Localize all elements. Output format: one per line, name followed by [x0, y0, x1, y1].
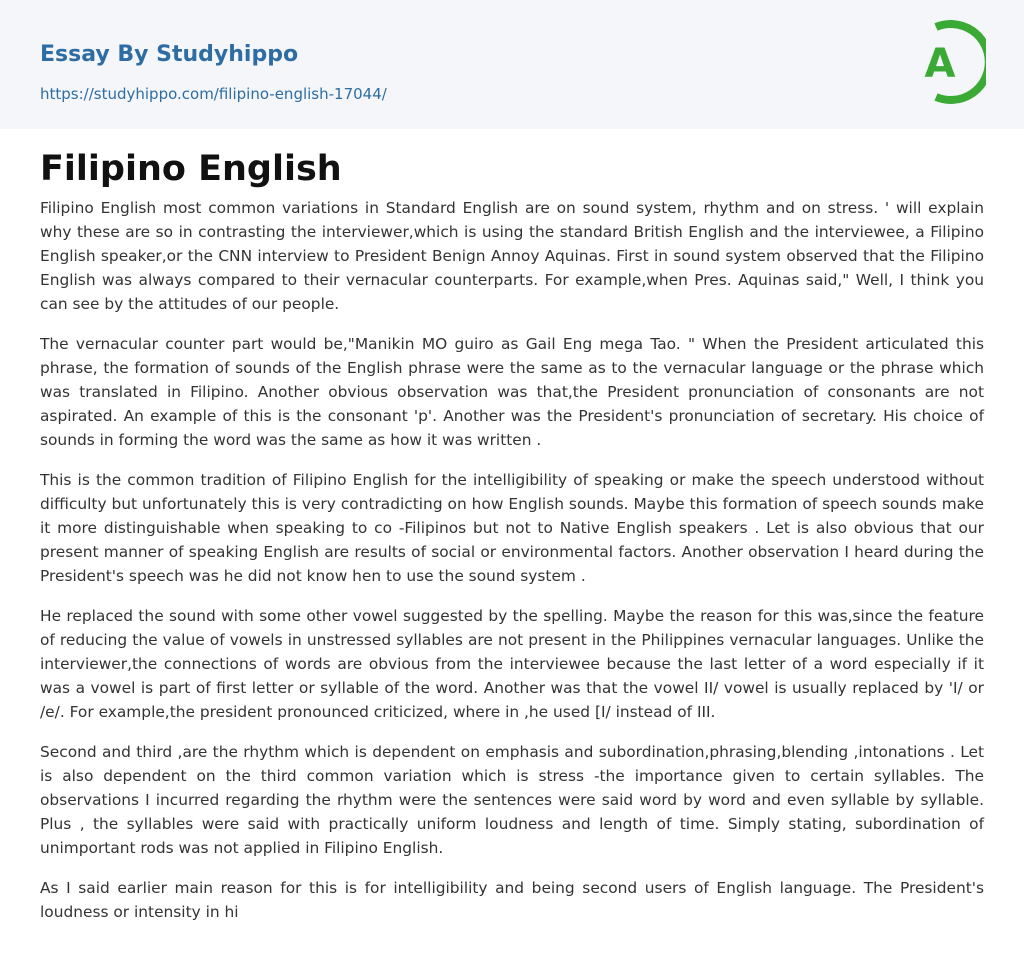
essay-paragraph: He replaced the sound with some other vowel suggested by the spelling. Maybe the reason for this was,since the feature of reducing the value of vowels in unstressed syllables are not present in the Philippines vernacular languages. Unlike the interviewer,the connections of words are obvious from the interviewee because the last letter of a word especially if it was a vowel is part of first letter or syllable of the word. Another was that the vowel II/ vowel is usually replaced by 'I/ or /e/. For example,the president pronounced criticized, where in ,he used [I/ instead of III.: [40, 607, 984, 721]
brand-title[interactable]: Essay By Studyhippo: [40, 42, 299, 67]
studyhippo-logo-icon[interactable]: [910, 19, 986, 105]
source-url-link[interactable]: https://studyhippo.com/filipino-english-17044/: [40, 85, 387, 103]
essay-content: [40, 148, 984, 940]
site-header: [0, 0, 1024, 129]
essay-paragraph: The vernacular counter part would be,"Manikin MO guiro as Gail Eng mega Tao. " When the President articulated this phrase, the formation of sounds of the English phrase were the same as to the vernacular language or the phrase which was translated in Filipino. Another obvious observation was that,the President pronunciation of consonants are not aspirated. An example of this is the consonant 'p'. Another was the President's pronunciation of secretary. His choice of sounds in forming the word was the same as how it was written .: [40, 335, 984, 449]
essay-paragraph: Second and third ,are the rhythm which is dependent on emphasis and subordination,phrasing,blending ,intonations . Let is also dependent on the third common variation which is stress -the importance given to certain syllables. The observations I incurred regarding the rhythm were the sentences were said word by word and even syllable by syllable. Plus , the syllables were said with practically uniform loudness and length of time. Simply stating, subordination of unimportant rods was not applied in Filipino English.: [40, 743, 984, 857]
logo-letter: A: [924, 41, 956, 87]
essay-paragraph: This is the common tradition of Filipino English for the intelligibility of speaking or make the speech understood without difficulty but unfortunately this is very contradicting on how English sounds. Maybe this formation of speech sounds make it more distinguishable when speaking to co -Filipinos but not to Native English speakers . Let is also obvious that our present manner of speaking English are results of social or environmental factors. Another observation I heard during the President's speech was he did not know hen to use the sound system .: [40, 471, 984, 585]
essay-paragraph: As I said earlier main reason for this is for intelligibility and being second users of English language. The President's loudness or intensity in hi: [40, 879, 984, 921]
essay-title: Filipino English: [40, 149, 342, 189]
essay-paragraph: Filipino English most common variations in Standard English are on sound system, rhythm and on stress. ' will explain why these are so in contrasting the interviewer,which is using the standard British English and the interviewee, a Filipino English speaker,or the CNN interview to President Benign Annoy Aquinas. First in sound system observed that the Filipino English was always compared to their vernacular counterparts. For example,when Pres. Aquinas said," Well, I think you can see by the attitudes of our people.: [40, 199, 984, 313]
